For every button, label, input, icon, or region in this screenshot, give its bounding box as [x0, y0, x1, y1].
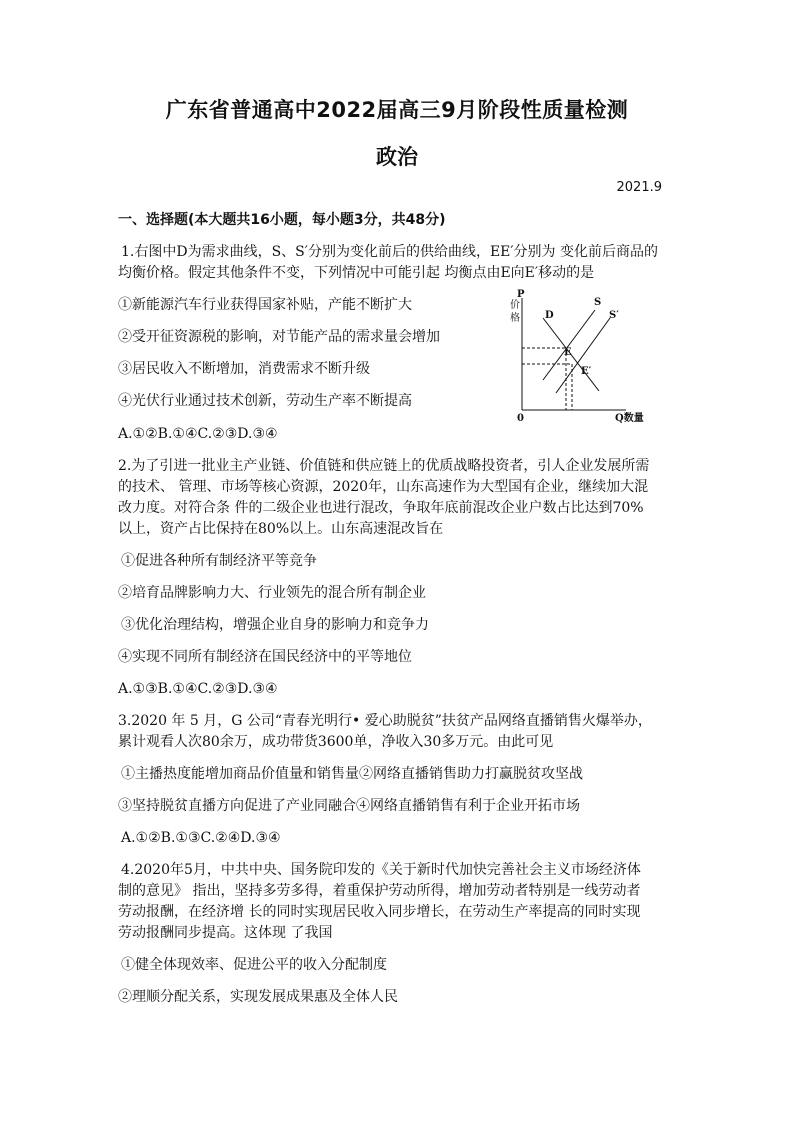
- label-origin: 0: [517, 413, 524, 424]
- label-s: S: [594, 297, 602, 308]
- q2-choices: A.①③B.①④C.②③D.③④: [118, 681, 278, 697]
- q2-option-4: ④实现不同所有制经济在国民经济中的平等地位: [118, 649, 412, 665]
- q3-stem-line-1: 3.2020 年 5 月，G 公司“青春光明行• 爱心助脱贫”扶贫产品网络直播销售火爆举办，: [118, 713, 652, 729]
- label-e: E: [564, 347, 572, 358]
- q3-options-3-4: ③坚持脱贫直播方向促进了产业同融合④网络直播销售有利于企业开拓市场: [118, 798, 580, 814]
- q2-option-3: ③优化治理结构，增强企业自身的影响力和竞争力: [121, 617, 429, 633]
- q1-option-4: ④光伏行业通过技术创新，劳动生产率不断提高: [118, 393, 412, 409]
- section-heading: 一、选择题(本大题共16小题，每小题3分，共48分): [118, 212, 446, 228]
- label-p: P: [517, 289, 525, 300]
- q3-choices: A.①②B.①③C.②④D.③④: [121, 830, 281, 846]
- q1-option-3: ③居民收入不断增加，消费需求不断升级: [118, 361, 370, 377]
- exam-date: 2021.9: [616, 180, 662, 195]
- q4-stem-line-4: 劳动报酬同步提高。这体现 了我国: [118, 925, 333, 941]
- label-quantity: Q数量: [615, 413, 644, 424]
- q2-stem-line-2: 的技术、 管理、市场等核心资源，2020年，山东高速作为大型国有企业，继续加大混: [118, 479, 649, 495]
- q4-option-1: ①健全体现效率、促进公平的收入分配制度: [121, 957, 387, 973]
- q1-choices: A.①②B.①④C.②③D.③④: [118, 426, 278, 442]
- q1-stem-line-1: 1.右图中D为需求曲线，S、S′分别为变化前后的供给曲线，EE′分别为 变化前后商品的: [121, 244, 659, 260]
- q1-option-1: ①新能源汽车行业获得国家补贴，产能不断扩大: [118, 297, 412, 313]
- q2-stem-line-3: 改力度。对符合条 件的二级企业也进行混改，争取年底前混改企业户数占比达到70%: [118, 500, 644, 516]
- q4-stem-line-1: 4.2020年5月，中共中央、国务院印发的《关于新时代加快完善社会主义市场经济体: [121, 862, 641, 878]
- q4-stem-line-3: 劳动报酬，在经济增 长的同时实现居民收入同步增长，在劳动生产率提高的同时实现: [118, 904, 641, 920]
- q3-options-1-2: ①主播热度能增加商品价值量和销售量②网络直播销售助力打赢脱贫攻坚战: [121, 766, 583, 782]
- supply-demand-diagram: [506, 288, 656, 426]
- q3-stem-line-2: 累计观看人次80余万，成功带货3600单，净收入30多万元。由此可见: [118, 734, 554, 750]
- q2-option-1: ①促进各种所有制经济平等竞争: [121, 553, 317, 569]
- q4-stem-line-2: 制的意见》 指出，坚持多劳多得，着重保护劳动所得，增加劳动者特别是一线劳动者: [118, 883, 641, 899]
- q2-stem-line-1: 2.为了引进一批业主产业链、价值链和供应链上的优质战略投资者，引人企业发展所需: [118, 458, 650, 474]
- label-price-2: 格: [510, 313, 520, 324]
- q4-option-2: ②理顺分配关系，实现发展成果惠及全体人民: [118, 989, 398, 1005]
- q1-option-2: ②受开征资源税的影响，对节能产品的需求量会增加: [118, 329, 440, 345]
- exam-title: 广东省普通高中2022届高三9月阶段性质量检测: [165, 98, 629, 122]
- label-price-1: 价: [510, 300, 520, 311]
- label-d: D: [545, 310, 554, 321]
- q1-stem-line-2: 均衡价格。假定其他条件不变，下列情况中可能引起 均衡点由E向E′移动的是: [118, 265, 595, 281]
- q2-option-2: ②培育品牌影响力大、行业领先的混合所有制企业: [118, 585, 426, 601]
- label-e-prime: E′: [581, 366, 592, 377]
- q2-stem-line-4: 以上，资产占比保持在80%以上。山东高速混改旨在: [118, 521, 444, 537]
- exam-subject: 政治: [376, 145, 418, 169]
- label-s-prime: S′: [609, 310, 619, 321]
